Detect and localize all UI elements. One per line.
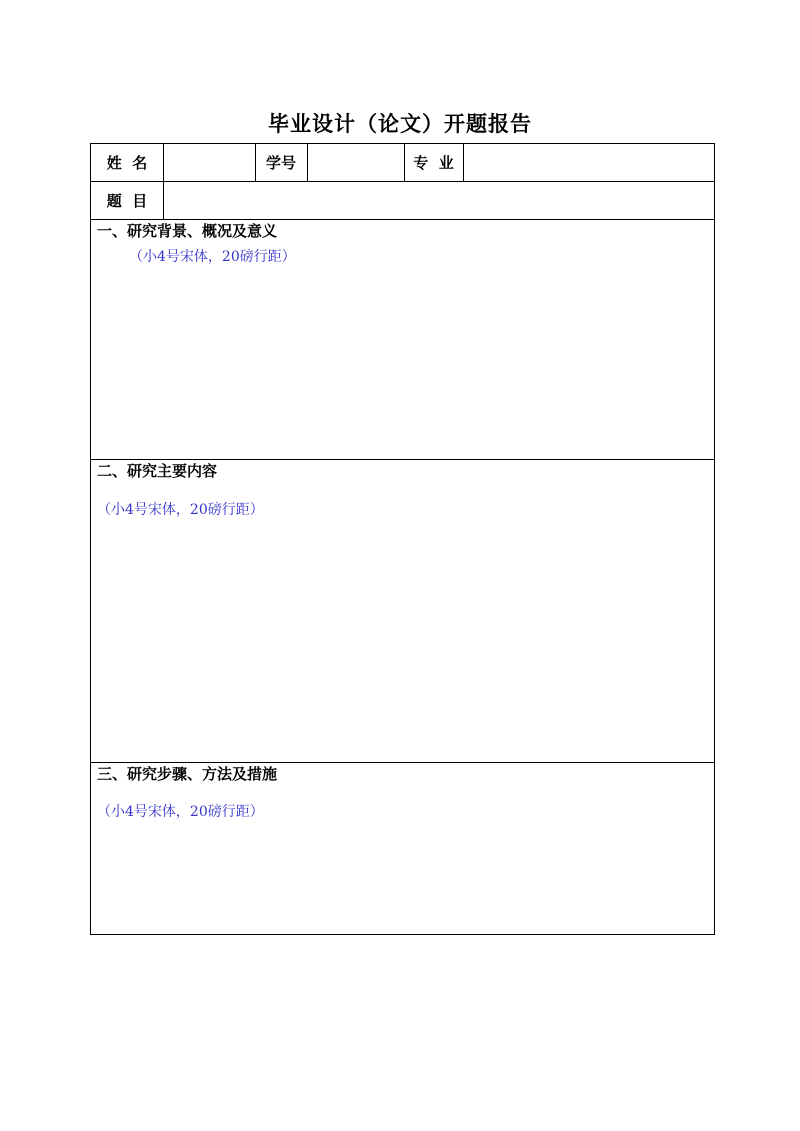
row-divider [91,181,714,182]
topic-label: 题 目 [106,192,148,210]
column-divider [307,144,308,181]
column-divider [163,144,164,219]
section-content-heading: 二、研究主要内容 [97,462,218,480]
student-id-label: 学号 [265,154,296,172]
proposal-form-table [90,143,715,935]
row-divider [91,219,714,220]
section-divider [91,459,714,460]
section-divider [91,762,714,763]
section-background-note: （小4号宋体，20磅行距） [129,249,296,265]
major-label: 专 业 [413,154,454,172]
page-title: 毕业设计（论文）开题报告 [268,111,532,136]
section-background-heading: 一、研究背景、概况及意义 [97,222,278,240]
column-divider [463,144,464,181]
section-method-heading: 三、研究步骤、方法及措施 [97,765,278,783]
section-content-note: （小4号宋体，20磅行距） [97,502,264,518]
name-label: 姓 名 [106,154,148,172]
section-method-note: （小4号宋体，20磅行距） [97,804,264,820]
